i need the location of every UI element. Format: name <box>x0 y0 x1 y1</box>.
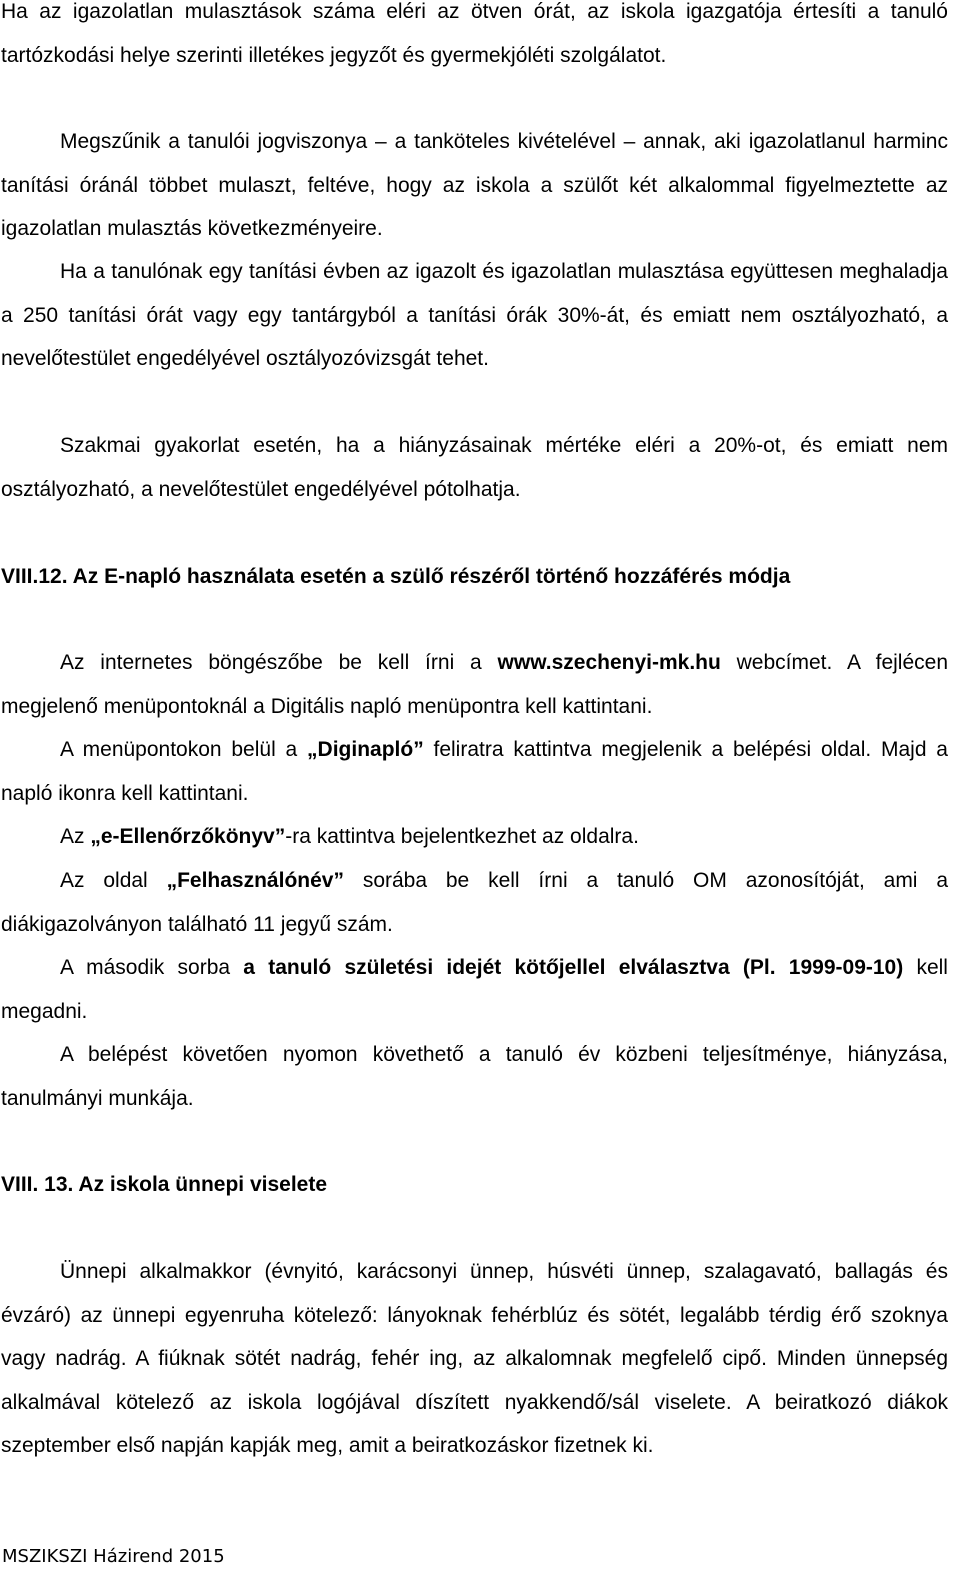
paragraph-absence-notification: Ha az igazolatlan mulasztások száma eléri az ötven órát, az iskola igazgatója értesíti a tanuló tartózkodási helye szerinti illetékes jegyzőt és gyermekjóléti szolgálatot. <box>1 0 948 67</box>
text-run: feliratra kattintva megjelenik a belépési oldal. Majd a napló ikonra kell kattintani. <box>1 738 948 805</box>
bold-term: a tanuló születési idejét kötőjellel elválasztva (Pl. 1999-09-10) <box>243 956 904 979</box>
paragraph-enaplo-url <box>1 641 948 728</box>
text-run: -ra kattintva bejelentkezhet az oldalra. <box>285 825 639 848</box>
text-run: webcímet. A fejlécen megjelenő menüpontoknál a Digitális napló menüpontra kell kattintani. <box>1 651 948 718</box>
paragraph-practical-training: Szakmai gyakorlat esetén, ha a hiányzásainak mértéke eléri a 20%-ot, és emiatt nem osztályozható, a nevelőtestület engedélyével pótolhatja. <box>1 434 948 501</box>
paragraph-ceremonial-attire: Ünnepi alkalmakkor (évnyitó, karácsonyi ünnep, húsvéti ünnep, szalagavató, ballagás és évzáró) az ünnepi egyenruha kötelező: lányoknak fehérblúz és sötét, legalább térdig érő szoknya vagy nadrág. A fiúknak sötét nadrág, fehér ing, az alkalomnak megfelelő cipő. Minden ünnepség alkalmával kötelező az iskola logójával díszített nyakkendő/sál viselete. A beiratkozó diákok szeptember első napján kapják meg, amit a beiratkozáskor fizetnek ki. <box>1 1260 948 1457</box>
website-url: www.szechenyi-mk.hu <box>497 651 721 674</box>
paragraph-birthdate <box>1 946 948 1033</box>
paragraph-ellenorzokonyv <box>1 815 948 859</box>
page-footer: MSZIKSZI Házirend 2015 <box>2 1546 225 1567</box>
paragraph-tracking: A belépést követően nyomon követhető a tanuló év közbeni teljesítménye, hiányzása, tanulmányi munkája. <box>1 1043 948 1110</box>
text-run: A második sorba <box>60 956 244 979</box>
bold-term: „Felhasználónév” <box>166 869 344 892</box>
bold-term: „Diginapló” <box>307 738 424 761</box>
text-run: kell megadni. <box>1 956 948 1023</box>
paragraph-username <box>1 859 948 946</box>
paragraph-diginaplo <box>1 728 948 815</box>
bold-term: „e-Ellenőrzőkönyv” <box>90 825 286 848</box>
text-run: sorába be kell írni a tanuló OM azonosítóját, ami a diákigazolványon található 11 jegyű szám. <box>1 869 949 936</box>
text-run: A menüpontokon belül a <box>60 738 308 761</box>
paragraph-exam-eligibility: Ha a tanulónak egy tanítási évben az igazolt és igazolatlan mulasztása együttesen meghaladja a 250 tanítási órát vagy egy tantárgyból a tanítási órák 30%-át, és emiatt nem osztályozható, a nevelőtestület engedélyével osztályozóvizsgát tehet. <box>1 260 948 370</box>
text-run: Az <box>60 825 91 848</box>
section-heading-enaplo: VIII.12. Az E-napló használata esetén a szülő részéről történő hozzáférés módja <box>1 565 791 588</box>
text-run: Az internetes böngészőbe be kell írni a <box>60 651 498 674</box>
text-run: Az oldal <box>60 869 167 892</box>
section-heading-ceremonial-attire: VIII. 13. Az iskola ünnepi viselete <box>1 1173 328 1196</box>
paragraph-termination: Megszűnik a tanulói jogviszonya – a tanköteles kivételével – annak, aki igazolatlanul harminc tanítási óránál többet mulaszt, feltéve, hogy az iskola a szülőt két alkalommal figyelmeztette az igazolatlan mulasztás következményeire. <box>1 130 948 240</box>
